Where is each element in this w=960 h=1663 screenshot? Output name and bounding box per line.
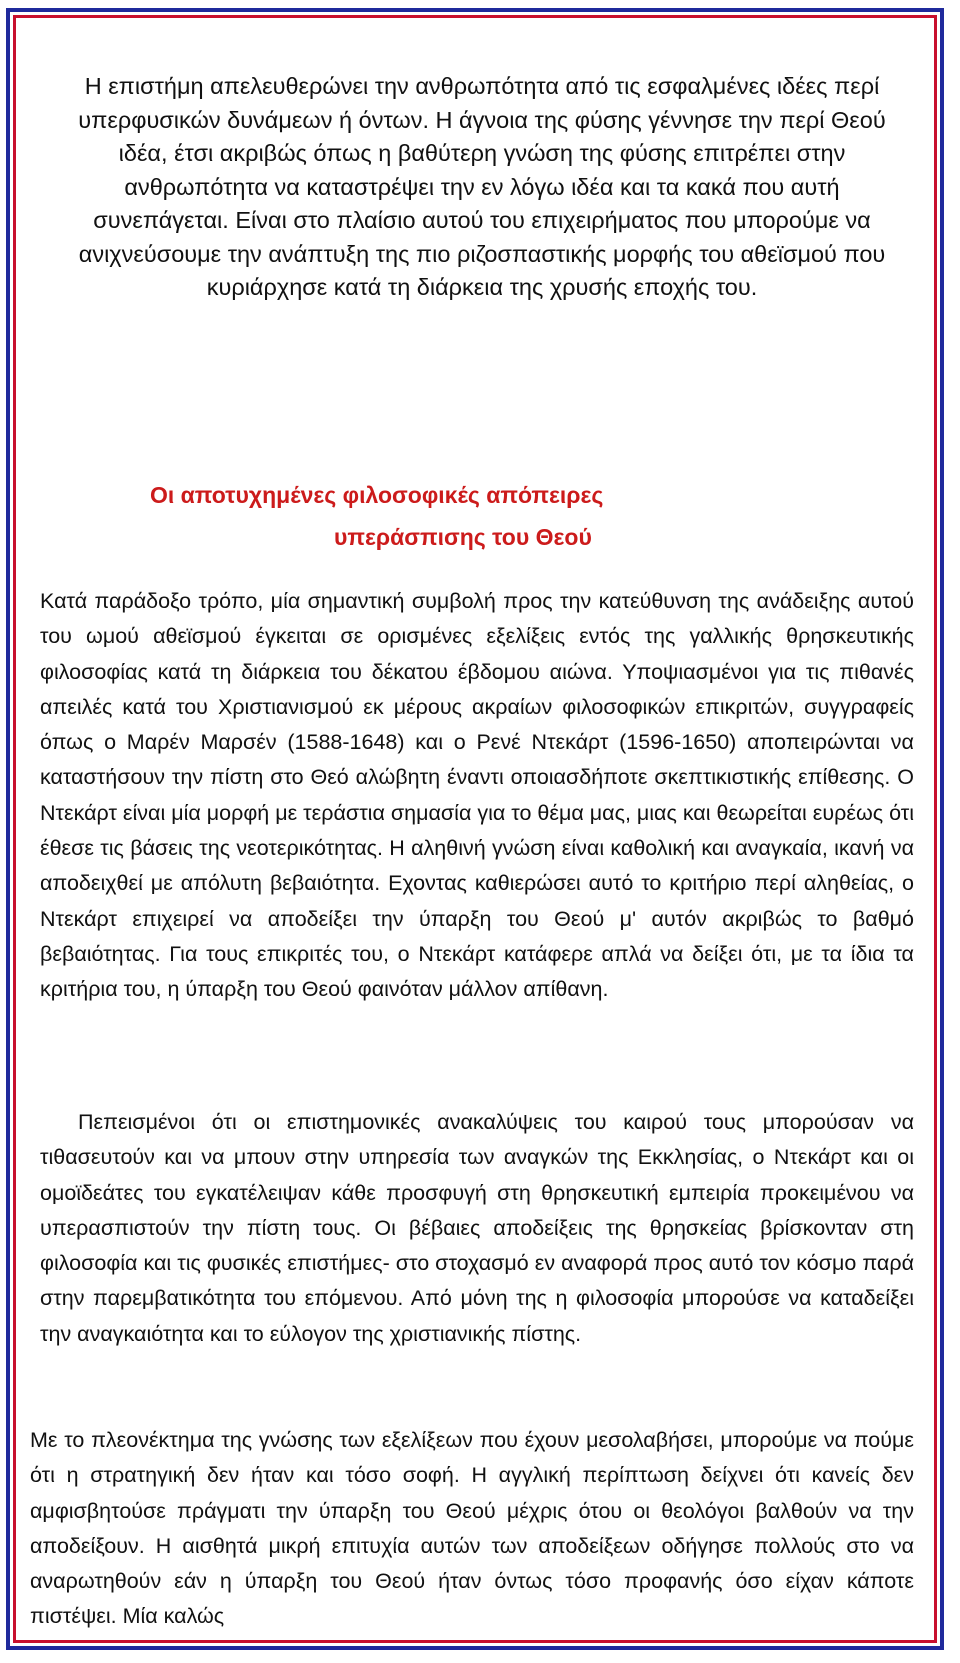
- body-paragraph-1: Κατά παράδοξο τρόπο, μία σημαντική συμβολή προς την κατεύθυνση της ανάδειξης αυτού του ωμού αθεϊσμού έγκειται σε ορισμένες εξελίξεις εντός της γαλλικής θρησκευτικής φιλοσοφίας κατά τη διάρκεια του δέκατου έβδομου αιώνα. Υποψιασμένοι για τις πιθανές απειλές κατά του Χριστιανισμού εκ μέρους ακραίων φιλοσοφικών επικριτών, συγγραφείς όπως ο Μαρέν Μαρσέν (1588-1648) και ο Ρενέ Ντεκάρτ (1596-1650) αποπειρώνται να καταστήσουν την πίστη στο Θεό αλώβητη έναντι οποιασδήποτε σκεπτικιστικής επίθεσης. Ο Ντεκάρτ είναι μία μορφή με τεράστια σημασία για το θέμα μας, μιας και θεωρείται ευρέως ότι έθεσε τις βάσεις της νεοτερικότητας. Η αληθινή γνώση είναι καθολική και αναγκαία, ικανή να αποδειχθεί με απόλυτη βεβαιότητα. Εχοντας καθιερώσει αυτό το κριτήριο περί αληθείας, ο Ντεκάρτ επιχειρεί να αποδείξει την ύπαρξη του Θεού μ' αυτόν ακριβώς το βαθμό βεβαιότητας. Για τους επικριτές του, ο Ντεκάρτ κατάφερε απλά να δείξει ότι, με τα ίδια τα κριτήρια του, η ύπαρξη του Θεού φαινόταν μάλλον απίθανη.: [40, 589, 914, 1002]
- body-paragraph-3: Με το πλεονέκτημα της γνώσης των εξελίξεων που έχουν μεσολαβήσει, μπορούμε να πούμε ότι η στρατηγική δεν ήταν και τόσο σοφή. Η αγγλική περίπτωση δείχνει ότι κανείς δεν αμφισβητούσε πράγματι την ύπαρξη του Θεού μέχρις ότου οι θεολόγοι βαλθούν να την αποδείξουν. Η αισθητά μικρή επιτυχία αυτών των αποδείξεων οδήγησε πολλούς στο να αναρωτηθούν εάν η ύπαρξη του Θεού ήταν όντως τόσο προφανής όσο είχαν κάποτε πιστέψει. Μία καλώς: [30, 1428, 914, 1629]
- section-heading-line-2: υπεράσπισης του Θεού: [334, 524, 592, 550]
- section-heading: [150, 474, 750, 558]
- body-paragraph-2: Πεπεισμένοι ότι οι επιστημονικές ανακαλύψεις του καιρού τους μπορούσαν να τιθασευτούν και να μπουν στην υπηρεσία των αναγκών της Εκκλησίας, ο Ντεκάρτ και οι ομοϊδεάτες του εγκατέλειψαν κάθε προσφυγή στη θρησκευτική εμπειρία προκειμένου να υπερασπιστούν την πίστη τους. Οι βέβαιες αποδείξεις της θρησκείας βρίσκονταν στη φιλοσοφία και τις φυσικές επιστήμες- στο στοχασμό εν αναφορά προς αυτό τον κόσμο παρά στην παρεμβατικότητα του επόμενου. Από μόνη της η φιλοσοφία μπορούσε να καταδείξει την αναγκαιότητα και το εύλογον της χριστιανικής πίστης.: [40, 1110, 914, 1346]
- page-border-outer: [6, 8, 944, 1650]
- page-content: [10, 12, 948, 1654]
- section-heading-line-1: Οι αποτυχημένες φιλοσοφικές απόπειρες: [150, 482, 604, 508]
- intro-paragraph: Η επιστήμη απελευθερώνει την ανθρωπότητα από τις εσφαλμένες ιδέες περί υπερφυσικών δυνάμεων ή όντων. Η άγνοια της φύσης γέννησε την περί Θεού ιδέα, έτσι ακριβώς όπως η βαθύτερη γνώση της φύσης επιτρέπει στην ανθρωπότητα να καταστρέψει την εν λόγω ιδέα και τα κακά που αυτή συνεπάγεται. Είναι στο πλαίσιο αυτού του επιχειρήματος που μπορούμε να ανιχνεύσουμε την ανάπτυξη της πιο ριζοσπαστικής μορφής του αθεϊσμού που κυριάρχησε κατά τη διάρκεια της χρυσής εποχής του.: [78, 73, 886, 300]
